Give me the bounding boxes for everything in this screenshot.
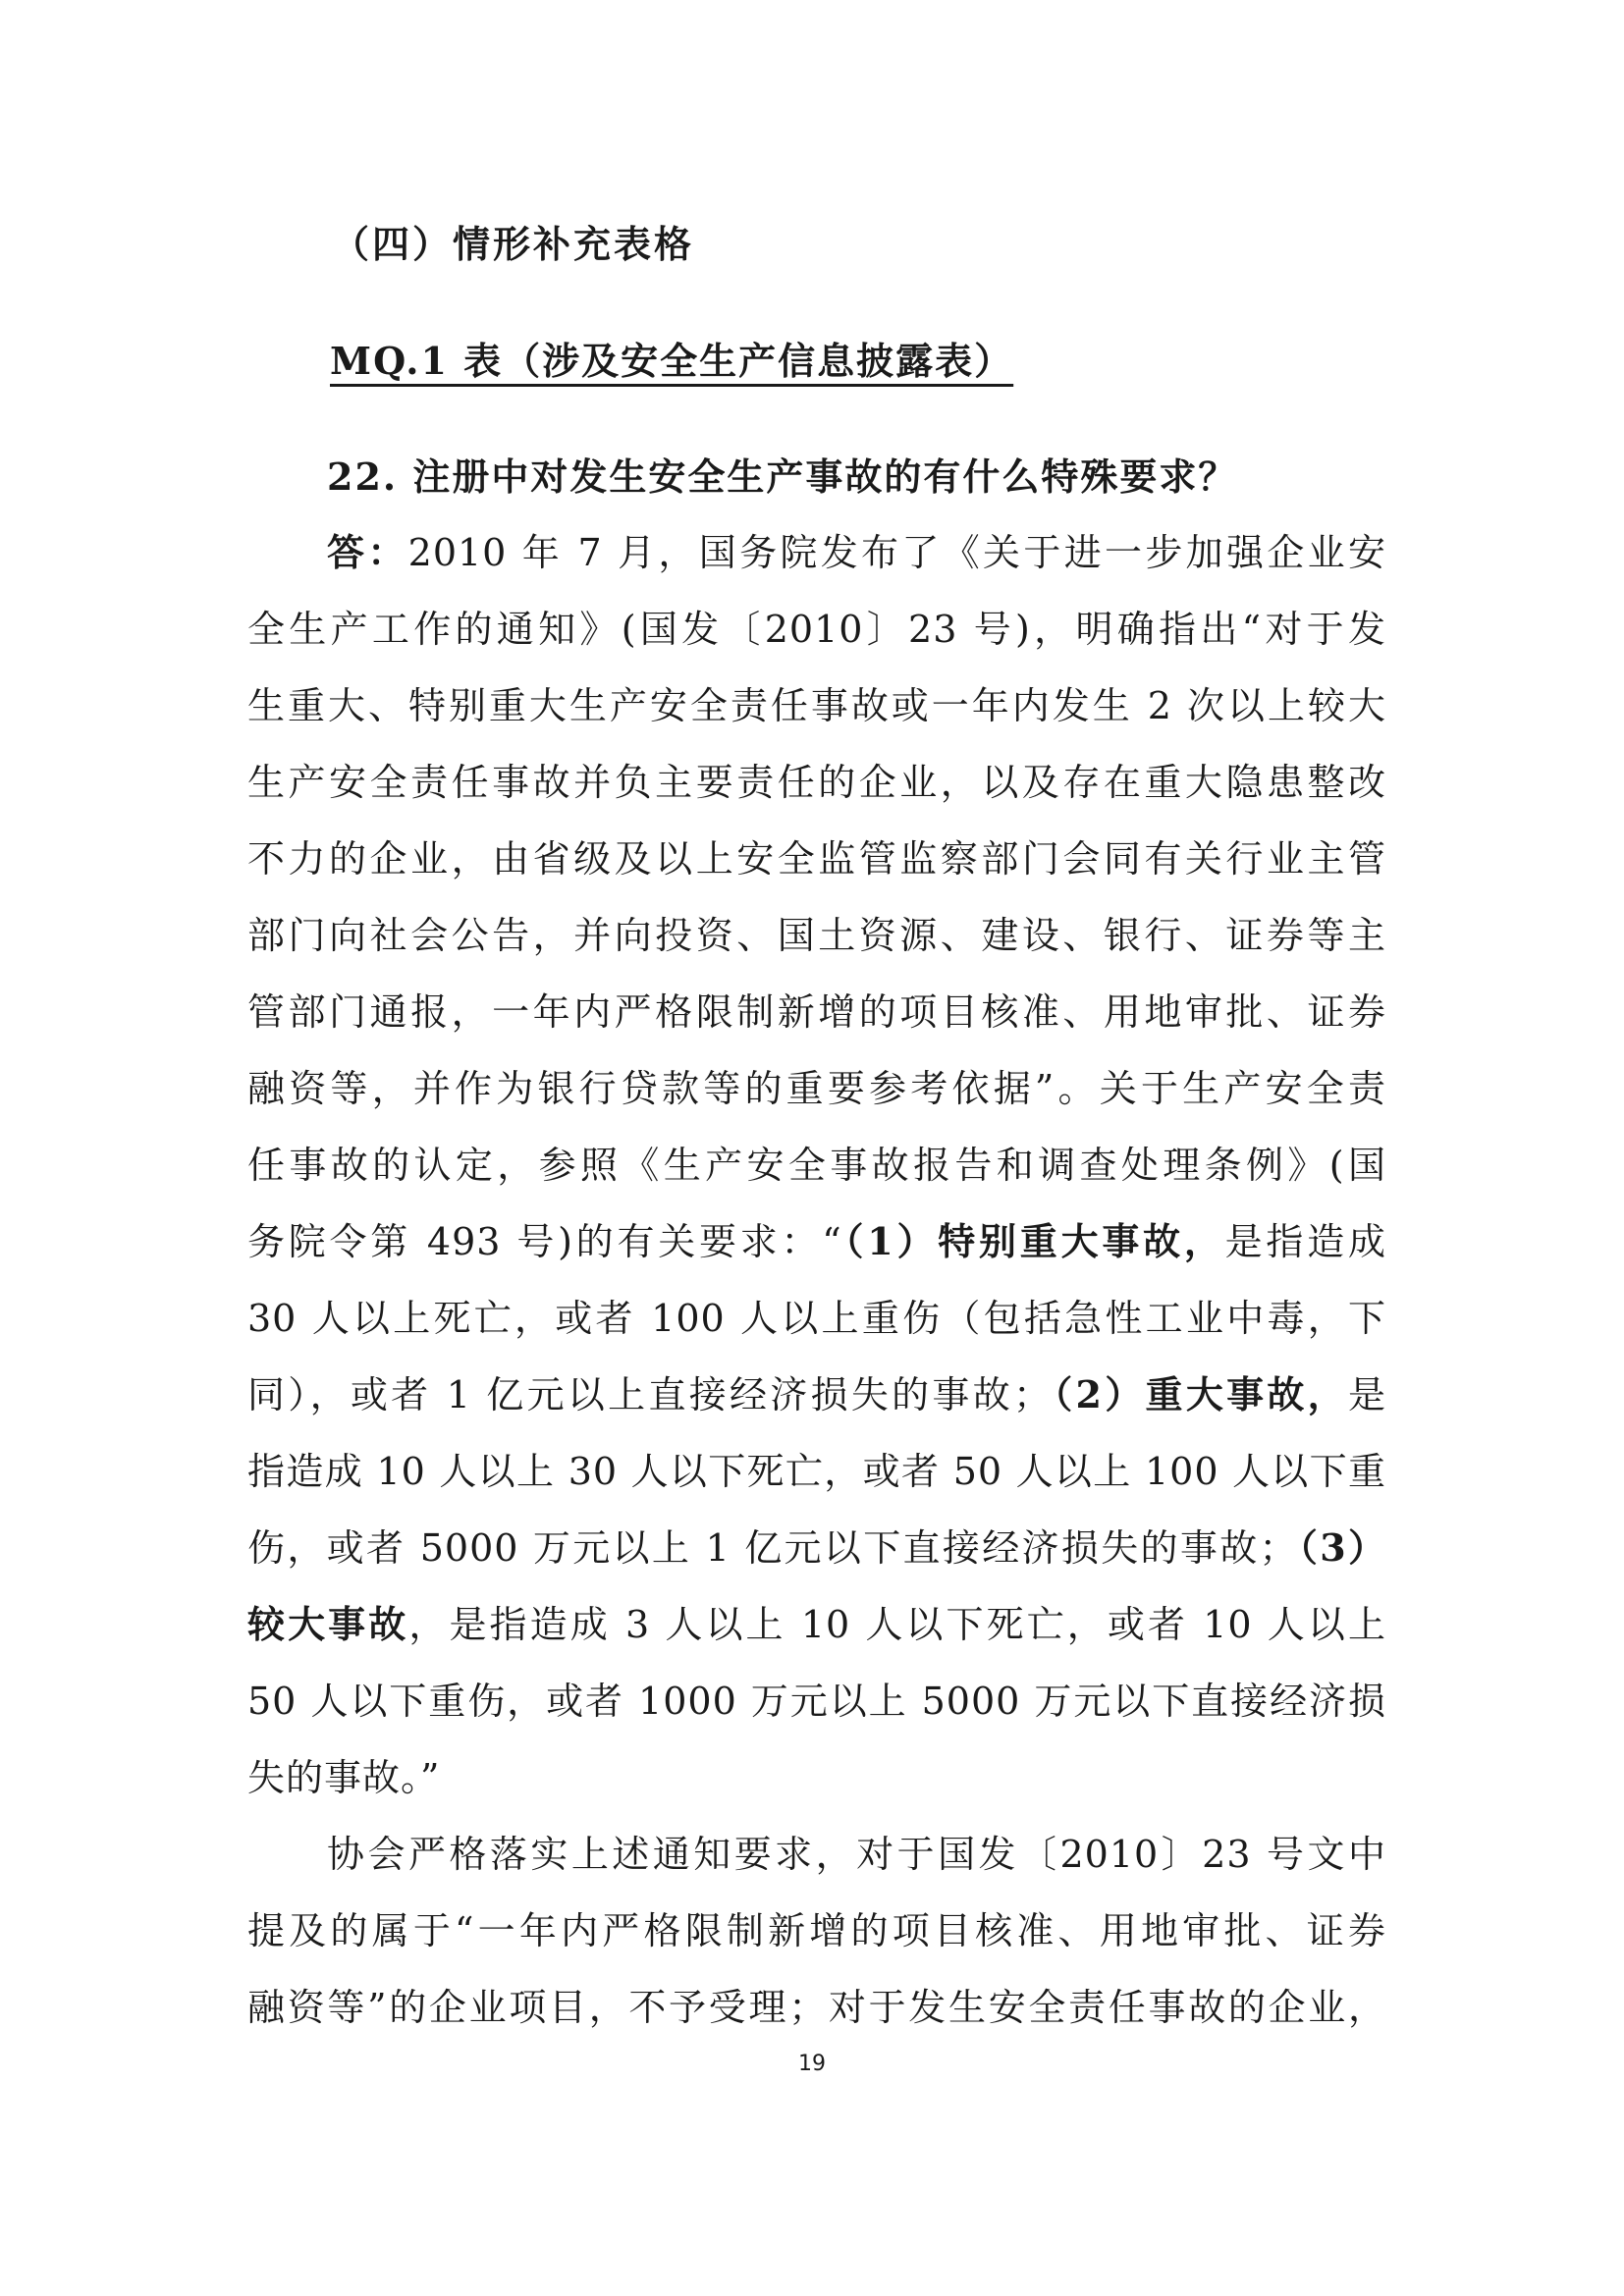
answer-line-9: 任事故的认定，参照《生产安全事故报告和调查处理条例》(国 [247,1144,1386,1187]
answer-line-8: 融资等，并作为银行贷款等的重要参考依据”。关于生产安全责 [247,1067,1386,1110]
answer-line-13: 指造成 10 人以上 30 人以下死亡，或者 50 人以上 100 人以下重 [247,1450,1386,1493]
answer-line-5: 不力的企业，由省级及以上安全监管监察部门会同有关行业主管 [247,837,1386,881]
answer-line-6: 部门向社会公告，并向投资、国土资源、建设、银行、证券等主 [247,914,1386,957]
answer-line-12: 同），或者 1 亿元以上直接经济损失的事故；（2）重大事故，是 [247,1372,1386,1416]
term-larger: 较大事故 [247,1602,409,1646]
term-major: （2）重大事故， [1051,1372,1348,1416]
answer-line-17: 失的事故。” [247,1756,441,1799]
paragraph2-line-1: 协会严格落实上述通知要求，对于国发〔2010〕23 号文中 [327,1833,1386,1876]
answer-line-3: 生重大、特别重大生产安全责任事故或一年内发生 2 次以上较大 [247,684,1386,727]
answer-line-4: 生产安全责任事故并负主要责任的企业，以及存在重大隐患整改 [247,761,1386,804]
answer-line-14: 伤，或者 5000 万元以上 1 亿元以下直接经济损失的事故；（3） [247,1525,1386,1570]
question-heading: 22. 注册中对发生安全生产事故的有什么特殊要求？ [327,454,1238,499]
answer-label: 答： [327,530,408,574]
answer-line-7: 管部门通报，一年内严格限制新增的项目核准、用地审批、证券 [247,990,1386,1034]
table-heading: MQ.1 表（涉及安全生产信息披露表） [330,339,1014,383]
paragraph2-line-2: 提及的属于“一年内严格限制新增的项目核准、用地审批、证券 [247,1909,1386,1952]
answer-line-2: 全生产工作的通知》(国发〔2010〕23 号)，明确指出“对于发 [247,608,1386,651]
answer-line-11: 30 人以上死亡，或者 100 人以上重伤（包括急性工业中毒，下 [247,1297,1386,1340]
page-number: 19 [798,2052,826,2076]
answer-line-1: 答：2010 年 7 月，国务院发布了《关于进一步加强企业安 [327,530,1386,574]
answer-line-10: 务院令第 493 号)的有关要求：“（1）特别重大事故，是指造成 [247,1219,1386,1263]
term-number-3: （3） [1297,1525,1386,1570]
answer-line-16: 50 人以下重伤，或者 1000 万元以上 5000 万元以下直接经济损 [247,1680,1386,1723]
answer-line-15: 较大事故，是指造成 3 人以上 10 人以下死亡，或者 10 人以上 [247,1602,1386,1646]
section-heading: （四）情形补充表格 [332,222,695,266]
paragraph2-line-3: 融资等”的企业项目，不予受理；对于发生安全责任事故的企业， [247,1986,1386,2029]
term-especially-major: （1）特别重大事故， [841,1219,1225,1263]
